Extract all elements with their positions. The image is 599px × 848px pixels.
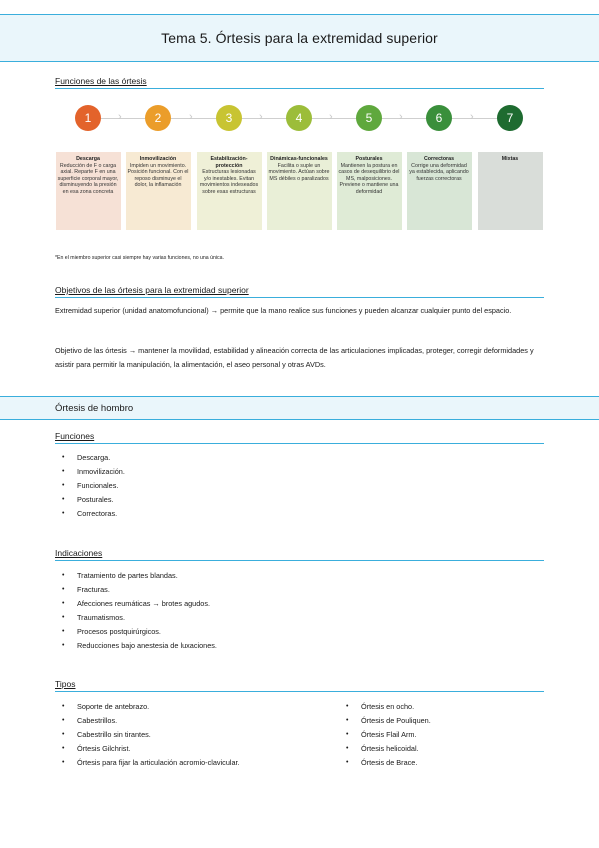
- bullet-icon: •: [62, 510, 65, 517]
- step-card: [56, 152, 121, 230]
- bullet-icon: •: [62, 642, 65, 649]
- chevron-right-icon: ›: [259, 111, 263, 123]
- objetivos-paragraph-2: Objetivo de las órtesis → mantener la movilidad, estabilidad y alineación correcta de las articulaciones implicadas, proteger, corregir deformidades y asistir para permitir la manipulación, la alimentación, el aseo personal y otras AVDs.: [55, 346, 534, 369]
- chevron-right-icon: ›: [329, 111, 333, 123]
- list-item: [344, 728, 431, 742]
- step-card-text: Estructuras lesionadas y/o inestables. Evitan movimientos indeseados sobre esas estructuras: [199, 169, 259, 195]
- bullet-icon: •: [62, 717, 65, 724]
- list-item-text: Correctoras.: [77, 509, 118, 518]
- hombro-funciones-list: [60, 451, 125, 521]
- objetivos-paragraph-1: Extremidad superior (unidad anatomofuncional) → permite que la mano realice sus funciones y pueden alcanzar cualquier punto del espacio.: [55, 306, 512, 315]
- list-item-text: Cabestrillos.: [77, 716, 118, 725]
- bullet-icon: •: [62, 454, 65, 461]
- list-item-text: Afecciones reumáticas → brotes agudos.: [77, 599, 211, 608]
- list-item: [60, 625, 217, 639]
- bullet-icon: •: [346, 717, 349, 724]
- list-item-text: Fracturas.: [77, 585, 110, 594]
- step-card-title: Correctoras: [423, 156, 455, 162]
- list-item-text: Tratamiento de partes blandas.: [77, 571, 178, 580]
- tipos-list-col2: [344, 700, 431, 770]
- list-item: [60, 465, 125, 479]
- list-item-text: Funcionales.: [77, 481, 119, 490]
- step-card: [126, 152, 191, 230]
- hombro-heading: Órtesis de hombro: [55, 403, 134, 414]
- list-item-text: Órtesis Flail Arm.: [361, 730, 417, 739]
- list-item: [60, 597, 217, 611]
- step-card: [197, 152, 262, 230]
- indicaciones-list: [60, 569, 217, 653]
- list-item: [60, 451, 125, 465]
- list-item-text: Inmovilización.: [77, 467, 125, 476]
- list-item: [344, 700, 431, 714]
- objetivos-heading: [55, 285, 544, 298]
- step-number-badge: 6: [426, 105, 452, 131]
- list-item: [60, 507, 125, 521]
- page-title-band: [0, 14, 599, 62]
- list-item: [60, 714, 240, 728]
- list-item: [60, 728, 240, 742]
- list-item: [60, 493, 125, 507]
- step-card-title: Mixtas: [501, 156, 519, 162]
- list-item-text: Órtesis Gilchrist.: [77, 744, 131, 753]
- bullet-icon: •: [62, 572, 65, 579]
- page-title: Tema 5. Órtesis para la extremidad superior: [161, 30, 438, 46]
- step-card: [407, 152, 472, 230]
- bullet-icon: •: [62, 703, 65, 710]
- bullet-icon: •: [62, 600, 65, 607]
- step-card-title: Inmovilización: [139, 156, 177, 162]
- bullet-icon: •: [62, 468, 65, 475]
- step-card: [267, 152, 332, 230]
- indicaciones-heading: [55, 548, 544, 561]
- step-card-title: Estabilización-protección: [210, 156, 248, 169]
- list-item: [344, 714, 431, 728]
- step-number-badge: 4: [286, 105, 312, 131]
- list-item: [60, 639, 217, 653]
- step-card-text: Corrige una deformidad ya establecida, aplicando fuerzas correctoras: [409, 162, 469, 182]
- chevron-right-icon: ›: [189, 111, 193, 123]
- list-item-text: Órtesis de Brace.: [361, 758, 418, 767]
- step-number-badge: 2: [145, 105, 171, 131]
- indicaciones-heading-text: Indicaciones: [55, 548, 103, 558]
- funciones-note: *En el miembro superior casi siempre hay varias funciones, no una única.: [55, 255, 224, 261]
- step-card-text: Reducción de F o carga axial. Reparte F en una superficie corporal mayor, disminuyendo la presión en esa zona concreta: [57, 162, 119, 195]
- bullet-icon: •: [62, 745, 65, 752]
- tipos-list-col1: [60, 700, 240, 770]
- funciones-heading-text: Funciones de las órtesis: [55, 76, 147, 86]
- hombro-funciones-heading-text: Funciones: [55, 431, 95, 441]
- step-card-title: Dinámicas-funcionales: [270, 156, 328, 162]
- step-number-badge: 5: [356, 105, 382, 131]
- list-item-text: Órtesis helicoidal.: [361, 744, 419, 753]
- list-item: [60, 569, 217, 583]
- step-number-badge: 3: [216, 105, 242, 131]
- chevron-right-icon: ›: [399, 111, 403, 123]
- hombro-funciones-heading: [55, 431, 544, 444]
- list-item: [344, 756, 431, 770]
- funciones-heading: [55, 76, 544, 89]
- list-item-text: Reducciones bajo anestesia de luxaciones.: [77, 641, 217, 650]
- step-number-badge: 1: [75, 105, 101, 131]
- bullet-icon: •: [346, 731, 349, 738]
- list-item: [60, 479, 125, 493]
- list-item: [60, 583, 217, 597]
- bullet-icon: •: [62, 614, 65, 621]
- tipos-heading: [55, 679, 544, 692]
- list-item-text: Soporte de antebrazo.: [77, 702, 150, 711]
- step-number-badge: 7: [497, 105, 523, 131]
- step-card-title: Posturales: [355, 156, 383, 162]
- list-item-text: Traumatismos.: [77, 613, 125, 622]
- bullet-icon: •: [62, 482, 65, 489]
- list-item: [344, 742, 431, 756]
- bullet-icon: •: [62, 628, 65, 635]
- list-item-text: Órtesis en ocho.: [361, 702, 415, 711]
- step-card-text: Facilita o suple un movimiento. Actúan sobre MS débiles o paralizados: [268, 162, 330, 182]
- list-item: [60, 611, 217, 625]
- list-item-text: Posturales.: [77, 495, 114, 504]
- list-item-text: Procesos postquirúrgicos.: [77, 627, 161, 636]
- chevron-right-icon: ›: [118, 111, 122, 123]
- step-card: [478, 152, 543, 230]
- bullet-icon: •: [62, 496, 65, 503]
- chevron-right-icon: ›: [470, 111, 474, 123]
- step-card: [337, 152, 402, 230]
- tipos-heading-text: Tipos: [55, 679, 76, 689]
- objetivos-heading-text: Objetivos de las órtesis para la extremidad superior: [55, 285, 249, 295]
- list-item-text: Descarga.: [77, 453, 111, 462]
- step-card-text: Impiden un movimiento. Posición funcional. Con el reposo disminuye el dolor, la inflamación: [127, 162, 189, 189]
- list-item: [60, 700, 240, 714]
- list-item: [60, 742, 240, 756]
- step-card-title: Descarga: [76, 156, 100, 162]
- bullet-icon: •: [62, 586, 65, 593]
- list-item: [60, 756, 240, 770]
- list-item-text: Cabestrillo sin tirantes.: [77, 730, 151, 739]
- list-item-text: Órtesis de Pouliquen.: [361, 716, 431, 725]
- step-card-text: Mantienen la postura en casos de desequilibrio del MS, malposiciones. Previene o mantiene una deformidad: [338, 162, 400, 195]
- bullet-icon: •: [62, 731, 65, 738]
- bullet-icon: •: [346, 703, 349, 710]
- bullet-icon: •: [346, 759, 349, 766]
- bullet-icon: •: [346, 745, 349, 752]
- hombro-section-band: [0, 396, 599, 420]
- bullet-icon: •: [62, 759, 65, 766]
- list-item-text: Órtesis para fijar la articulación acromio-clavicular.: [77, 758, 240, 767]
